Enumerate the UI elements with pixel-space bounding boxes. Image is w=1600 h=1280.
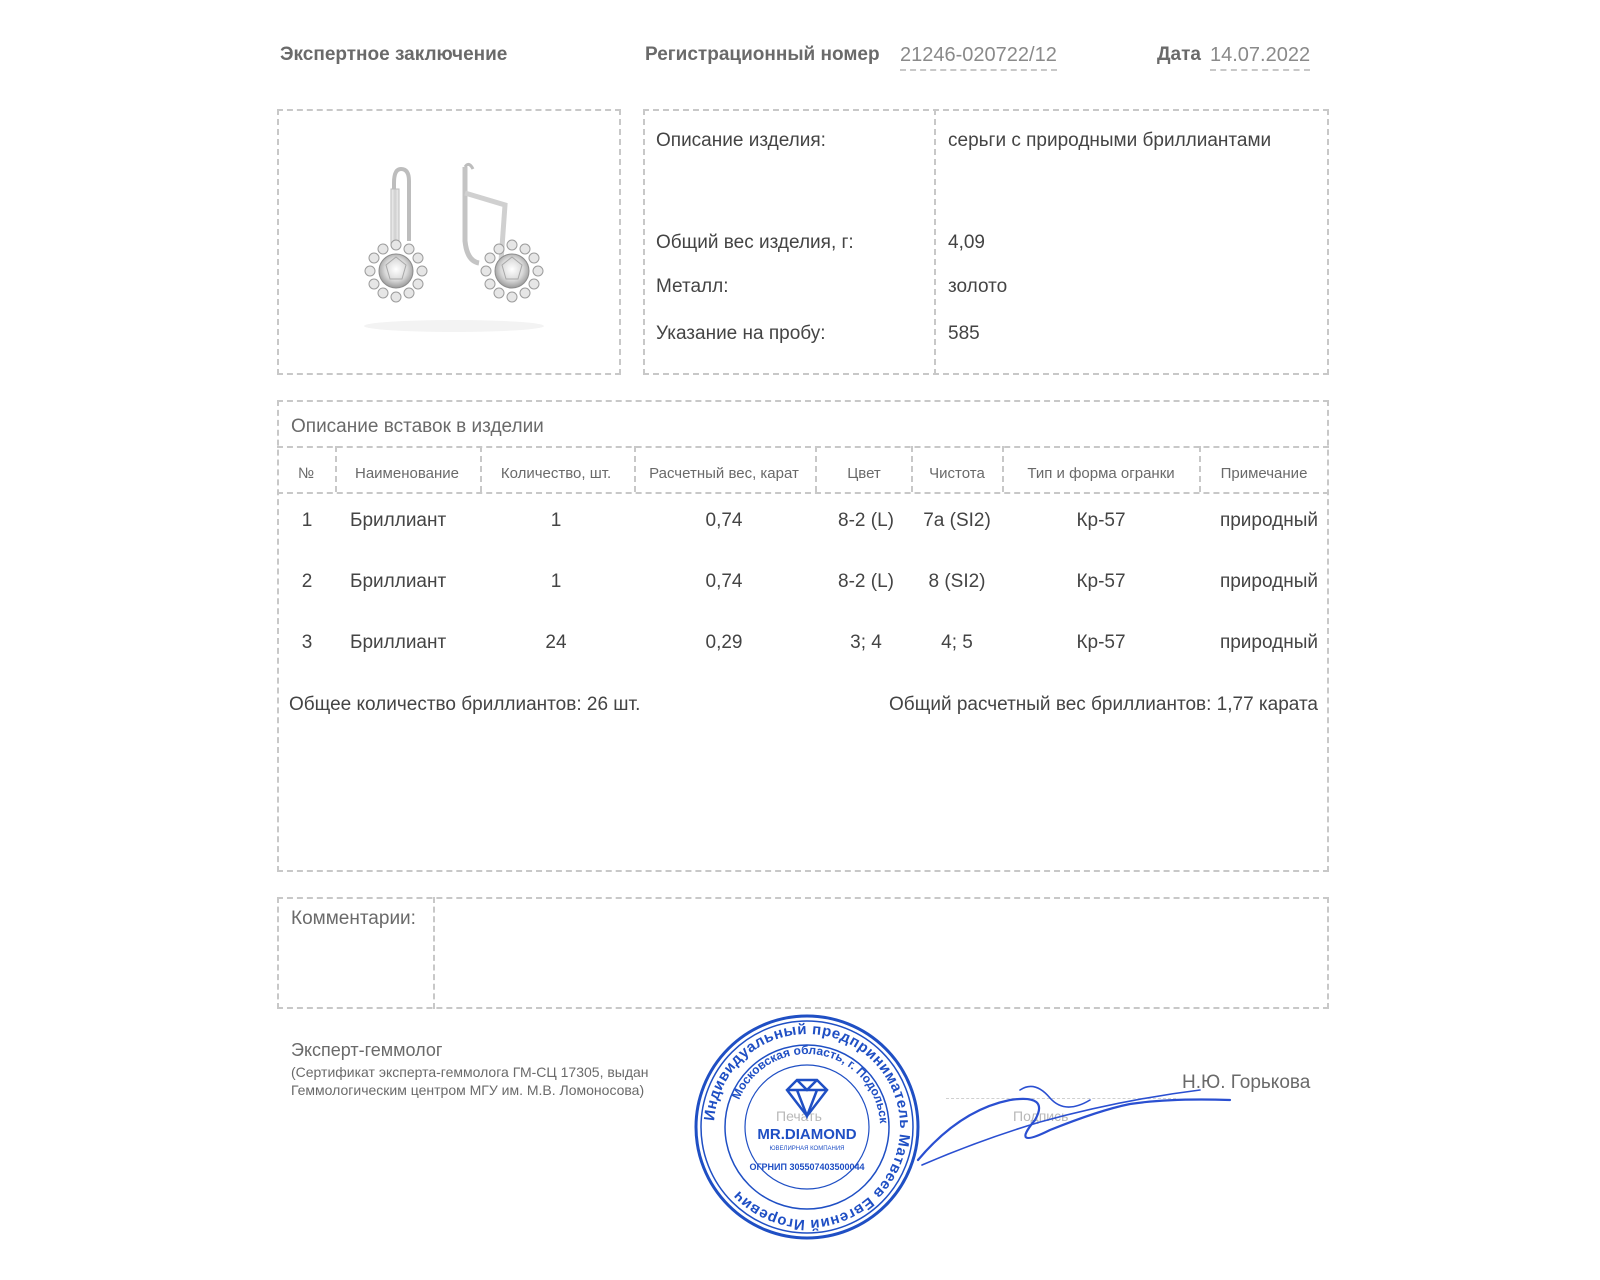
table-header-top-line xyxy=(277,446,1329,448)
cell-clarity: 4; 5 xyxy=(941,632,973,653)
reg-number-label: Регистрационный номер xyxy=(645,44,880,65)
company-stamp xyxy=(692,1012,922,1242)
field-label-metal: Металл: xyxy=(656,276,729,297)
cell-color: 8-2 (L) xyxy=(838,571,894,592)
th-divider xyxy=(335,446,337,492)
cell-note: природный xyxy=(1219,632,1318,653)
total-weight: Общий расчетный вес бриллиантов: 1,77 карата xyxy=(889,694,1318,715)
cell-number: 2 xyxy=(301,571,313,592)
th-divider xyxy=(1002,446,1004,492)
earrings-photo-icon xyxy=(279,111,619,373)
cell-color: 8-2 (L) xyxy=(838,510,894,531)
cell-name: Бриллиант xyxy=(350,632,447,653)
cell-clarity: 7а (SI2) xyxy=(923,510,991,531)
stamp-brand-sub: ЮВЕЛИРНАЯ КОМПАНИЯ xyxy=(769,1146,845,1152)
field-value-description: серьги с природными бриллиантами xyxy=(948,130,1272,151)
date-label: Дата xyxy=(1157,44,1201,65)
cell-quantity: 1 xyxy=(550,510,562,531)
cell-name: Бриллиант xyxy=(350,571,447,592)
th-divider xyxy=(634,446,636,492)
col-header-clarity: Чистота xyxy=(929,465,985,482)
cell-clarity: 8 (SI2) xyxy=(928,571,986,592)
cell-quantity: 1 xyxy=(550,571,562,592)
date-value: 14.07.2022 xyxy=(1210,44,1310,71)
th-divider xyxy=(911,446,913,492)
total-count: Общее количество бриллиантов: 26 шт. xyxy=(289,694,641,715)
inserts-title: Описание вставок в изделии xyxy=(291,416,544,437)
stamp-brand: MR.DIAMOND xyxy=(757,1126,857,1143)
signature-placeholder-label: Подпись xyxy=(1013,1108,1069,1124)
cell-name: Бриллиант xyxy=(350,510,447,531)
document-title: Экспертное заключение xyxy=(280,44,508,65)
signer-name: Н.Ю. Горькова xyxy=(1182,1072,1311,1093)
table-header-bottom-line xyxy=(277,492,1329,494)
cell-number: 3 xyxy=(301,632,313,653)
field-label-assay: Указание на пробу: xyxy=(656,323,826,344)
cell-weight: 0,29 xyxy=(705,632,743,653)
col-header-quantity: Количество, шт. xyxy=(500,465,612,482)
cell-weight: 0,74 xyxy=(705,571,743,592)
cell-cut: Кр-57 xyxy=(1076,510,1126,531)
cell-color: 3; 4 xyxy=(850,632,882,653)
col-header-name: Наименование xyxy=(355,465,459,482)
field-value-assay: 585 xyxy=(948,323,980,344)
field-label-weight: Общий вес изделия, г: xyxy=(656,232,854,253)
cell-number: 1 xyxy=(301,510,313,531)
cell-cut: Кр-57 xyxy=(1076,571,1126,592)
col-header-number: № xyxy=(297,465,315,482)
field-value-metal: золото xyxy=(948,276,1008,297)
cell-cut: Кр-57 xyxy=(1076,632,1126,653)
th-divider xyxy=(1199,446,1201,492)
comments-divider xyxy=(433,897,435,1009)
th-divider xyxy=(815,446,817,492)
col-header-note: Примечание xyxy=(1220,465,1308,482)
field-value-weight: 4,09 xyxy=(948,232,985,253)
cell-note: природный xyxy=(1219,510,1318,531)
field-label-description: Описание изделия: xyxy=(656,130,826,151)
stamp-placeholder-label: Печать xyxy=(776,1108,822,1124)
col-header-weight: Расчетный вес, карат xyxy=(649,465,799,482)
comments-label: Комментарии: xyxy=(291,908,416,929)
expert-title: Эксперт-геммолог xyxy=(291,1040,443,1060)
expert-certificate: (Сертификат эксперта-геммолога ГМ-СЦ 17305, выдан Геммологическим центром МГУ им. М.В. Ломоносова) xyxy=(291,1064,649,1098)
cell-quantity: 24 xyxy=(545,632,567,653)
stamp-ogrnip: ОГРНИП 305507403500044 xyxy=(749,1162,865,1172)
stamp-inner-text: Московская область, г. Подольск xyxy=(729,1042,891,1124)
cell-note: природный xyxy=(1219,571,1318,592)
col-header-color: Цвет xyxy=(847,465,881,482)
info-column-divider xyxy=(934,109,936,375)
stamp-ring-text: Индивидуальный предприниматель Матвеев Евгений Игоревич xyxy=(701,1020,914,1234)
col-header-cut: Тип и форма огранки xyxy=(1027,465,1175,482)
th-divider xyxy=(480,446,482,492)
product-image-box xyxy=(277,109,621,375)
cell-weight: 0,74 xyxy=(705,510,743,531)
diamond-icon xyxy=(787,1080,827,1116)
signature-scribble xyxy=(900,1070,1260,1190)
reg-number-value: 21246-020722/12 xyxy=(900,44,1057,71)
